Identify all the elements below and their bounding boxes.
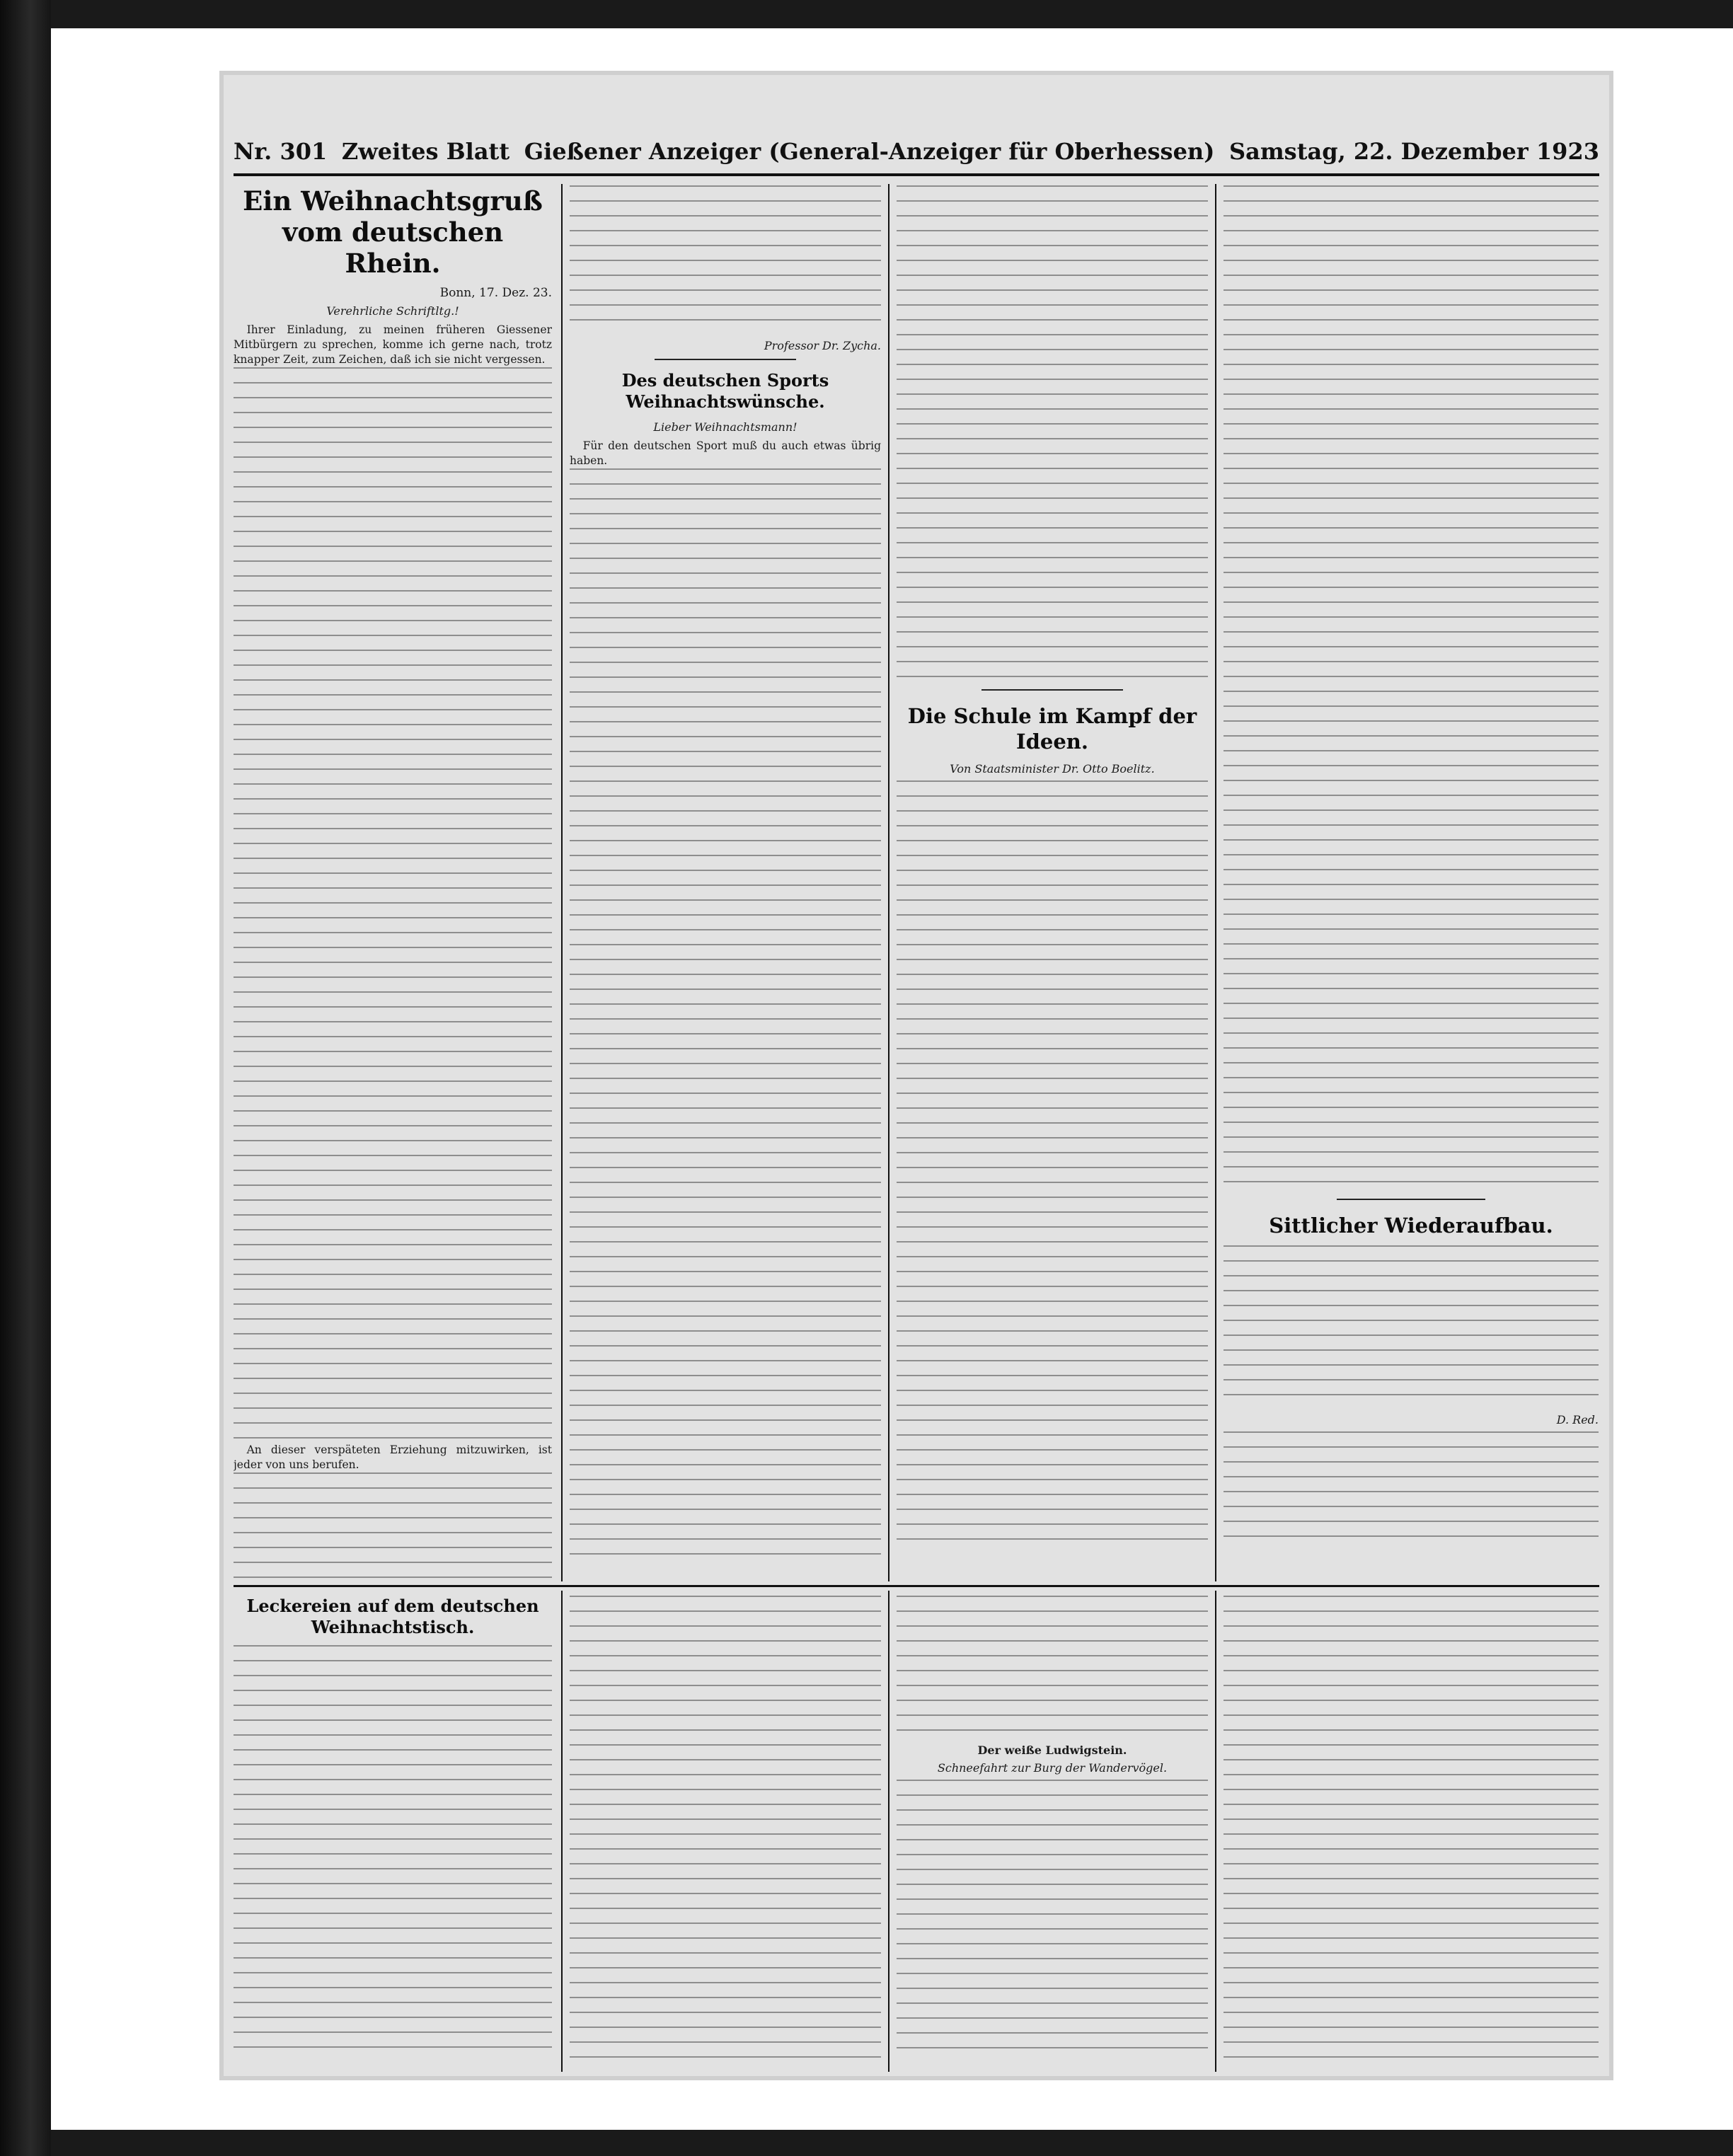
salutation: Verehrliche Schriftltg.! xyxy=(326,304,459,318)
newspaper-title: Gießener Anzeiger (General-Anzeiger für Oberhessen) xyxy=(524,138,1215,165)
byline: Von Staatsminister Dr. Otto Boelitz. xyxy=(950,762,1155,776)
paragraph: Ihrer Einladung, zu meinen früheren Giessener Mitbürgern zu sprechen, komme ich gerne nach, trotz knapper Zeit, zum Zeichen, daß ich sie nicht vergessen. xyxy=(234,323,552,366)
body-text-lines xyxy=(897,1596,1208,1737)
masthead-rule xyxy=(234,173,1599,176)
article-schule xyxy=(897,185,1208,1579)
body-text-lines xyxy=(1224,1245,1599,1408)
body-text-lines xyxy=(897,780,1208,1545)
column-rule xyxy=(1215,1591,1216,2072)
section-rule xyxy=(234,1585,1599,1587)
article-ludwigstein-continued xyxy=(1224,1596,1599,2070)
headline: Leckereien auf dem deutschen Weihnachtstisch. xyxy=(246,1596,539,1637)
article-leckereien xyxy=(234,1596,552,2070)
issue-date: Samstag, 22. Dezember 1923 xyxy=(1228,138,1599,165)
column-rule xyxy=(888,1591,889,2072)
subtitle: Schneefahrt zur Burg der Wandervögel. xyxy=(937,1761,1168,1775)
body-text-lines xyxy=(1224,1431,1599,1538)
salutation: Lieber Weihnachtsmann! xyxy=(653,420,798,434)
headline: Ein Weihnachtsgruß vom deutschen Rhein. xyxy=(243,185,543,279)
body-text-lines xyxy=(234,367,552,1443)
body-text-lines xyxy=(897,185,1208,681)
body-text-lines xyxy=(234,1472,552,1579)
article-ludwigstein xyxy=(897,1596,1208,2070)
edition-label: Zweites Blatt xyxy=(341,138,510,165)
body-text-lines xyxy=(570,1596,881,2066)
column-rule xyxy=(888,184,889,1581)
column-rule xyxy=(561,184,563,1581)
column-rule xyxy=(1215,184,1216,1581)
subheadline: Der weiße Ludwigstein. xyxy=(977,1743,1127,1757)
body-text-lines xyxy=(234,1645,552,2056)
book-binding xyxy=(0,0,51,2156)
paragraph: Für den deutschen Sport muß du auch etwas übrig haben. xyxy=(570,439,881,467)
paragraph: An dieser verspäteten Erziehung mitzuwirken, ist jeder von uns berufen. xyxy=(234,1443,552,1471)
article-sport-column xyxy=(570,185,881,1579)
headline: Sittlicher Wiederaufbau. xyxy=(1269,1214,1553,1238)
separator xyxy=(1337,1199,1485,1200)
masthead xyxy=(234,138,1599,173)
separator xyxy=(655,359,796,360)
body-text-lines xyxy=(1224,1596,1599,2066)
signature: Professor Dr. Zycha. xyxy=(764,339,881,352)
body-text-lines xyxy=(897,1780,1208,2056)
body-text-lines xyxy=(570,185,881,334)
separator xyxy=(981,689,1123,691)
article-weihnachtsgruss xyxy=(234,185,552,1579)
article-wiederaufbau-column xyxy=(1224,185,1599,1579)
signature: D. Red. xyxy=(1556,1413,1599,1426)
body-text-lines xyxy=(570,468,881,1558)
article-leckereien-continued xyxy=(570,1596,881,2070)
column-rule xyxy=(561,1591,563,2072)
dateline: Bonn, 17. Dez. 23. xyxy=(439,286,552,300)
issue-number: Nr. 301 xyxy=(234,138,328,165)
headline: Die Schule im Kampf der Ideen. xyxy=(907,704,1197,754)
headline: Des deutschen Sports Weihnachtswünsche. xyxy=(621,370,829,412)
body-text-lines xyxy=(1224,185,1599,1190)
